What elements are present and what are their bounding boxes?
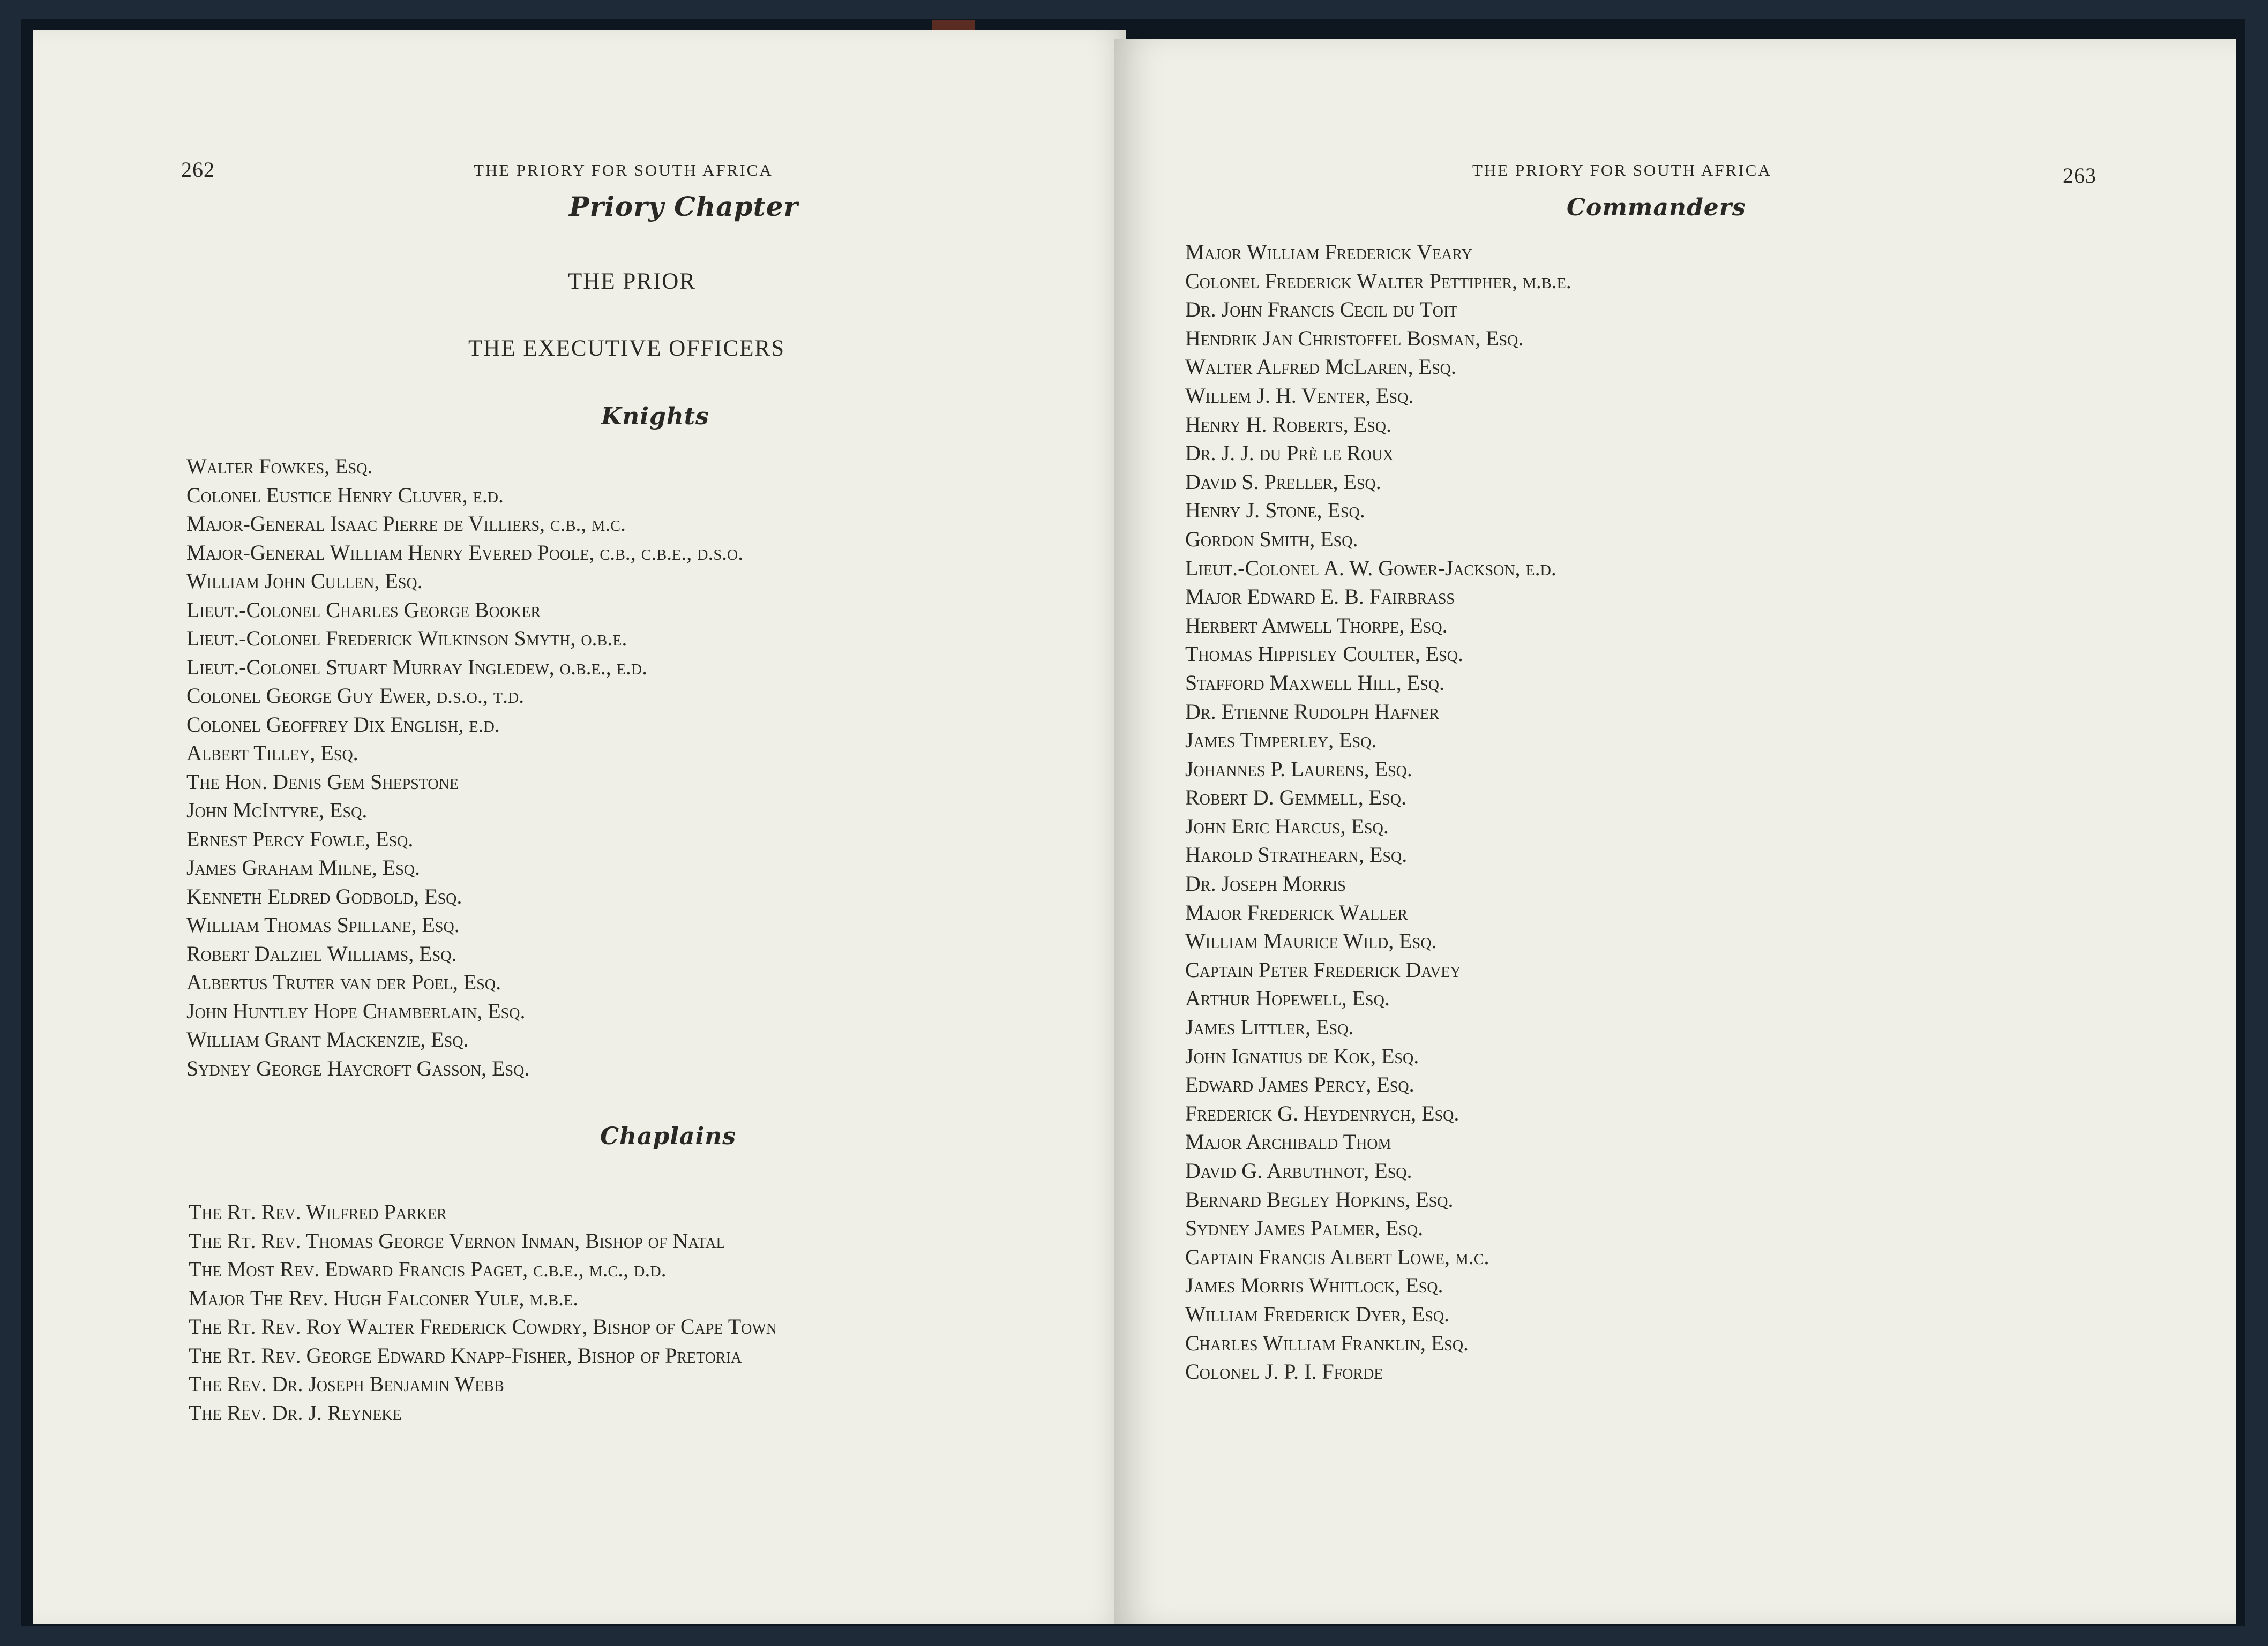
list-item: The Most Rev. Edward Francis Paget, c.b.e., m.c., d.d. <box>189 1257 667 1281</box>
prior-heading: THE PRIOR <box>568 269 696 294</box>
list-item: Major The Rev. Hugh Falconer Yule, m.b.e. <box>189 1286 579 1310</box>
list-item: Lieut.-Colonel Charles George Booker <box>186 597 541 622</box>
list-item: John McIntyre, Esq. <box>186 798 368 822</box>
list-item: William Thomas Spillane, Esq. <box>186 913 460 937</box>
list-item: David S. Preller, Esq. <box>1185 469 1381 494</box>
list-item: Sydney George Haycroft Gasson, Esq. <box>186 1056 530 1080</box>
list-item: Sydney James Palmer, Esq. <box>1185 1216 1424 1241</box>
section-title: Priory Chapter <box>569 191 798 222</box>
page-number: 263 <box>2063 163 2097 187</box>
list-item: Colonel Frederick Walter Pettipher, m.b.e. <box>1185 268 1571 293</box>
commanders-list <box>1185 238 1571 1386</box>
list-item: Captain Francis Albert Lowe, m.c. <box>1185 1244 1489 1269</box>
list-item: John Ignatius de Kok, Esq. <box>1185 1043 1419 1068</box>
chaplains-heading: Chaplains <box>600 1123 736 1150</box>
list-item: Thomas Hippisley Coulter, Esq. <box>1185 642 1464 666</box>
executive-officers-heading: THE EXECUTIVE OFFICERS <box>468 336 785 361</box>
list-item: John Eric Harcus, Esq. <box>1185 814 1389 838</box>
list-item: Hendrik Jan Christoffel Bosman, Esq. <box>1185 326 1524 350</box>
list-item: Colonel Geoffrey Dix English, e.d. <box>186 712 500 736</box>
list-item: Dr. Joseph Morris <box>1185 871 1346 896</box>
list-item: Colonel Eustice Henry Cluver, e.d. <box>186 483 504 507</box>
list-item: Major William Frederick Veary <box>1185 240 1472 264</box>
list-item: James Littler, Esq. <box>1185 1015 1354 1040</box>
list-item: William John Cullen, Esq. <box>186 569 423 593</box>
list-item: Major Edward E. B. Fairbrass <box>1185 584 1455 609</box>
list-item: Lieut.-Colonel Stuart Murray Ingledew, o.b.e., e.d. <box>186 655 648 679</box>
list-item: James Graham Milne, Esq. <box>186 855 421 880</box>
list-item: Stafford Maxwell Hill, Esq. <box>1185 670 1444 695</box>
list-item: The Rev. Dr. Joseph Benjamin Webb <box>189 1372 504 1396</box>
list-item: Henry H. Roberts, Esq. <box>1185 412 1392 437</box>
list-item: Bernard Begley Hopkins, Esq. <box>1185 1187 1454 1212</box>
chaplains-list <box>189 1198 777 1427</box>
list-item: Colonel George Guy Ewer, d.s.o., t.d. <box>186 683 525 708</box>
left-page <box>33 30 1126 1624</box>
list-item: Albertus Truter van der Poel, Esq. <box>186 970 501 994</box>
list-item: The Rev. Dr. J. Reyneke <box>189 1400 402 1425</box>
list-item: Colonel J. P. I. Fforde <box>1185 1359 1383 1384</box>
running-head: THE PRIORY FOR SOUTH AFRICA <box>1472 161 1772 179</box>
list-item: Walter Alfred McLaren, Esq. <box>1185 355 1456 379</box>
list-item: James Morris Whitlock, Esq. <box>1185 1273 1443 1298</box>
list-item: Willem J. H. Venter, Esq. <box>1185 383 1414 408</box>
list-item: Lieut.-Colonel A. W. Gower-Jackson, e.d. <box>1185 555 1556 580</box>
list-item: William Grant Mackenzie, Esq. <box>186 1027 469 1051</box>
knights-heading: Knights <box>601 403 709 430</box>
list-item: The Hon. Denis Gem Shepstone <box>186 769 459 794</box>
list-item: Lieut.-Colonel Frederick Wilkinson Smyth, o.b.e. <box>186 626 627 650</box>
running-head: THE PRIORY FOR SOUTH AFRICA <box>474 161 773 179</box>
list-item: Edward James Percy, Esq. <box>1185 1072 1414 1097</box>
list-item: Charles William Franklin, Esq. <box>1185 1331 1469 1355</box>
list-item: Henry J. Stone, Esq. <box>1185 498 1365 523</box>
list-item: Dr. J. J. du Prè le Roux <box>1185 441 1394 465</box>
list-item: Dr. Etienne Rudolph Hafner <box>1185 699 1439 724</box>
page-number: 262 <box>181 157 215 182</box>
list-item: William Frederick Dyer, Esq. <box>1185 1302 1450 1326</box>
list-item: The Rt. Rev. George Edward Knapp-Fisher, Bishop of Pretoria <box>189 1343 742 1367</box>
list-item: The Rt. Rev. Thomas George Vernon Inman, Bishop of Natal <box>189 1228 725 1253</box>
list-item: Harold Strathearn, Esq. <box>1185 843 1408 867</box>
right-page <box>1114 39 2236 1624</box>
list-item: Walter Fowkes, Esq. <box>186 454 373 478</box>
list-item: Gordon Smith, Esq. <box>1185 527 1358 551</box>
list-item: James Timperley, Esq. <box>1185 728 1377 753</box>
list-item: Johannes P. Laurens, Esq. <box>1185 756 1412 781</box>
list-item: Major-General William Henry Evered Poole, c.b., c.b.e., d.s.o. <box>186 540 744 565</box>
list-item: William Maurice Wild, Esq. <box>1185 929 1437 953</box>
list-item: Ernest Percy Fowle, Esq. <box>186 826 414 851</box>
commanders-heading: Commanders <box>1567 194 1746 221</box>
list-item: Major-General Isaac Pierre de Villiers, c.b., m.c. <box>186 512 626 536</box>
list-item: Major Archibald Thom <box>1185 1130 1391 1154</box>
list-item: Kenneth Eldred Godbold, Esq. <box>186 884 462 908</box>
list-item: Arthur Hopewell, Esq. <box>1185 986 1390 1011</box>
list-item: Major Frederick Waller <box>1185 900 1408 925</box>
list-item: David G. Arbuthnot, Esq. <box>1185 1159 1412 1183</box>
list-item: Albert Tilley, Esq. <box>186 741 358 765</box>
list-item: The Rt. Rev. Wilfred Parker <box>189 1200 447 1224</box>
list-item: Frederick G. Heydenrych, Esq. <box>1185 1101 1459 1125</box>
knights-list <box>186 452 743 1083</box>
list-item: Robert Dalziel Williams, Esq. <box>186 941 457 966</box>
list-item: Dr. John Francis Cecil du Toit <box>1185 297 1458 322</box>
list-item: Herbert Amwell Thorpe, Esq. <box>1185 613 1448 637</box>
list-item: Captain Peter Frederick Davey <box>1185 957 1461 982</box>
list-item: The Rt. Rev. Roy Walter Frederick Cowdry, Bishop of Cape Town <box>189 1314 777 1339</box>
list-item: John Huntley Hope Chamberlain, Esq. <box>186 998 526 1023</box>
list-item: Robert D. Gemmell, Esq. <box>1185 785 1406 810</box>
